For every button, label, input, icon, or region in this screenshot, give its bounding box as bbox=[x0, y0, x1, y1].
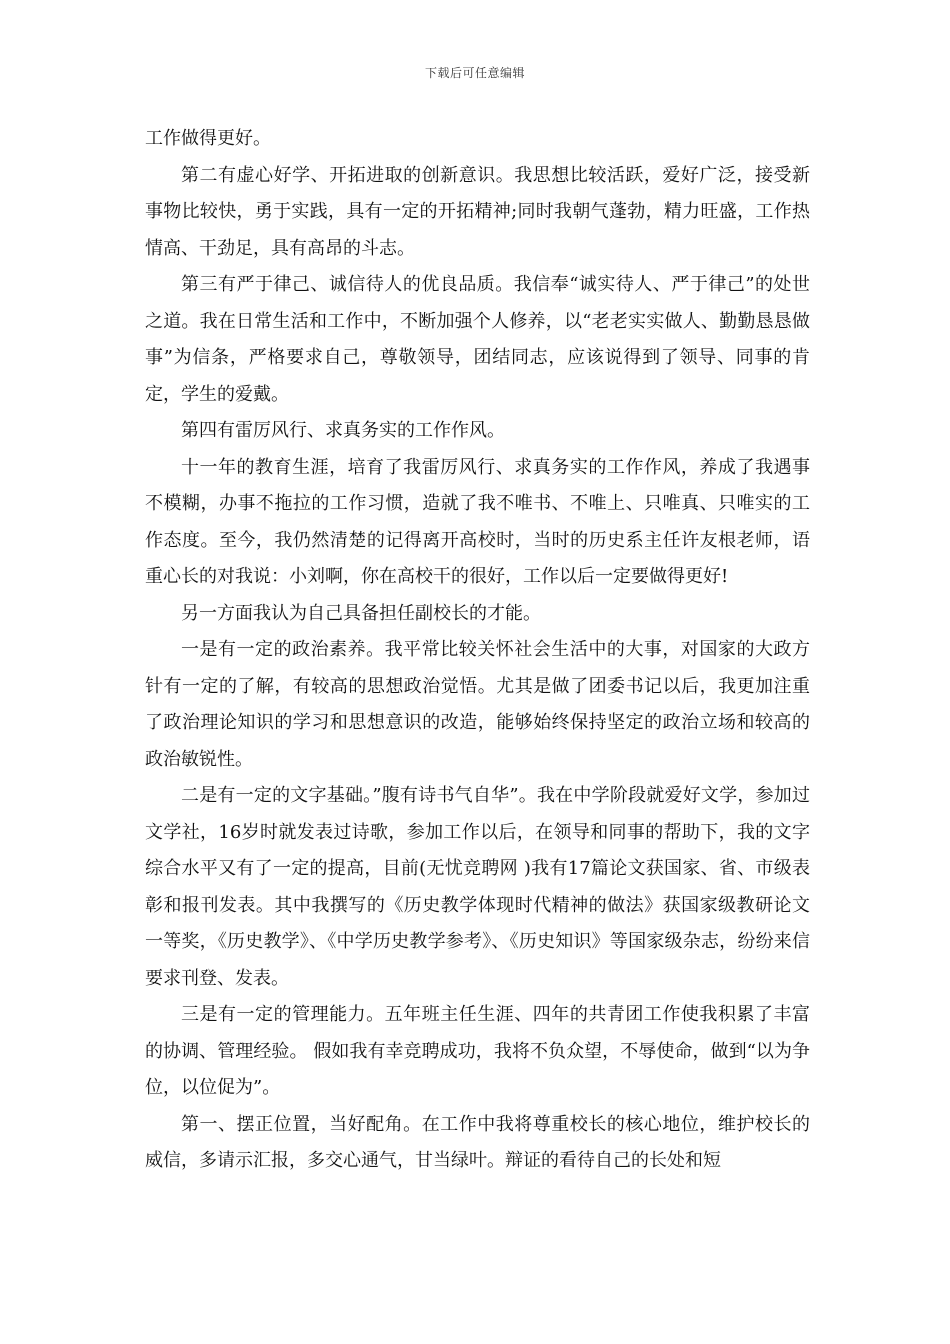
document-body bbox=[145, 121, 810, 1180]
paragraph: 第三有严于律己、诚信待人的优良品质。我信奉“诚实待人、严于律己”的处世之道。我在日常生活和工作中，不断加强个人修养，以“老老实实做人、勤勤恳恳做事”为信条，严格要求自己，尊敬领导，团结同志，应该说得到了领导、同事的肯定，学生的爱戴。 bbox=[145, 274, 810, 405]
paragraph: 第一、摆正位置，当好配角。在工作中我将尊重校长的核心地位，维护校长的威信，多请示汇报，多交心通气，甘当绿叶。辩证的看待自己的长处和短 bbox=[145, 1113, 810, 1171]
paragraph: 第二有虚心好学、开拓进取的创新意识。我思想比较活跃，爱好广泛，接受新事物比较快，勇于实践，具有一定的开拓精神;同时我朝气蓬勃，精力旺盛，工作热情高、干劲足，具有高昂的斗志。 bbox=[145, 164, 810, 259]
paragraph: 三是有一定的管理能力。五年班主任生涯、四年的共青团工作使我积累了丰富的协调、管理经验。 假如我有幸竞聘成功，我将不负众望，不辱使命，做到“以为争位，以位促为”。 bbox=[145, 1004, 810, 1098]
paragraph: 另一方面我认为自己具备担任副校长的才能。 bbox=[181, 602, 541, 624]
paragraph: 二是有一定的文字基础。”腹有诗书气自华”。我在中学阶段就爱好文学，参加过文学社，16岁时就发表过诗歌，参加工作以后，在领导和同事的帮助下，我的文字综合水平又有了一定的提高，目前(无忧竞聘网 )我有17篇论文获国家、省、市级表彰和报刊发表。其中我撰写的《历史教学体现时代精神的做法》获国家级教研论文一等奖，《历史教学》、《中学历史教学参考》、《历史知识》等国家级杂志，纷纷来信要求刊登、发表。 bbox=[145, 785, 810, 989]
page-header-note: 下载后可任意编辑 bbox=[424, 66, 525, 80]
paragraph: 十一年的教育生涯，培育了我雷厉风行、求真务实的工作作风，养成了我遇事不模糊，办事不拖拉的工作习惯，造就了我不唯书、不唯上、只唯真、只唯实的工作态度。至今，我仍然清楚的记得离开高校时，当时的历史系主任许友根老师，语重心长的对我说：小刘啊，你在高校干的很好，工作以后一定要做得更好! bbox=[145, 456, 810, 587]
paragraph: 工作做得更好。 bbox=[145, 128, 271, 149]
paragraph: 第四有雷厉风行、求真务实的工作作风。 bbox=[181, 420, 505, 441]
paragraph: 一是有一定的政治素养。我平常比较关怀社会生活中的大事，对国家的大政方针有一定的了解，有较高的思想政治觉悟。尤其是做了团委书记以后，我更加注重了政治理论知识的学习和思想意识的改造，能够始终保持坚定的政治立场和较高的政治敏锐性。 bbox=[145, 639, 810, 770]
